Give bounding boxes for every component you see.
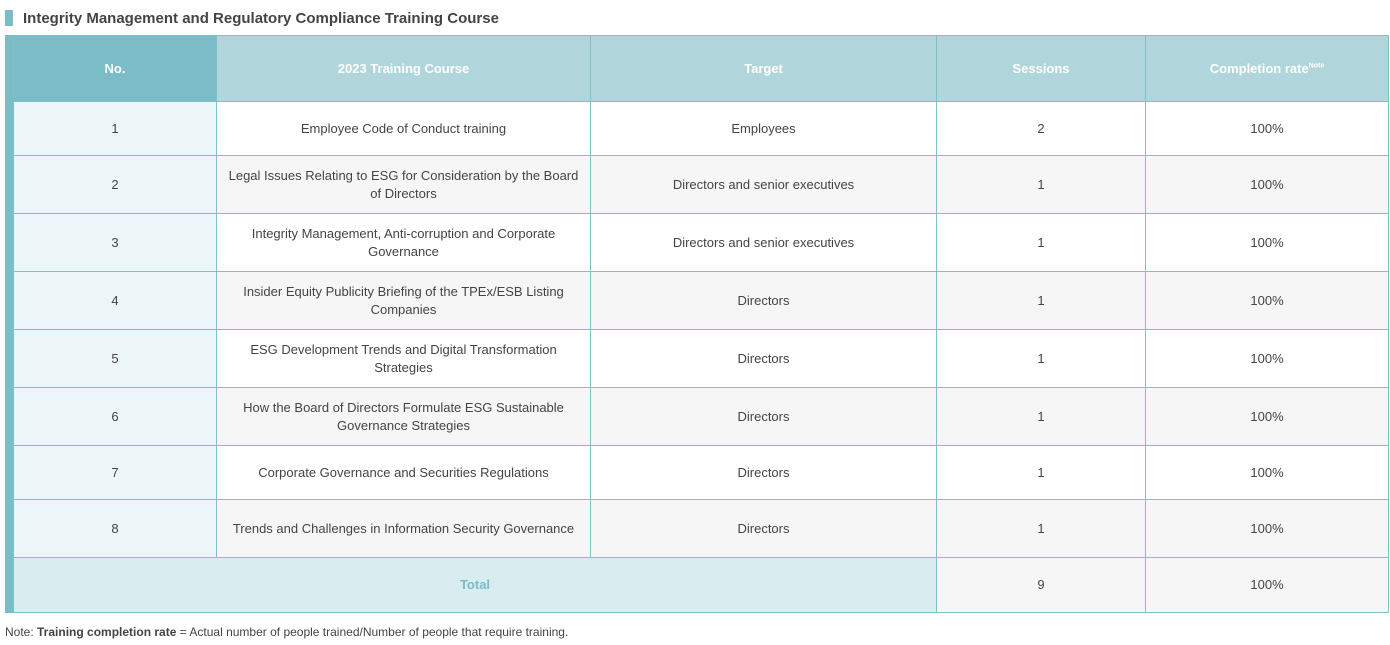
row-no: 6 [14,388,217,446]
row-target: Directors [591,388,937,446]
training-table [13,35,1389,613]
row-target: Directors [591,446,937,500]
row-course: ESG Development Trends and Digital Transformation Strategies [217,330,591,388]
row-sessions: 1 [937,156,1146,214]
row-sessions: 1 [937,272,1146,330]
row-sessions: 1 [937,330,1146,388]
row-no: 5 [14,330,217,388]
header-completion-note: Note [1308,62,1325,70]
row-rate: 100% [1146,214,1389,272]
row-course: Legal Issues Relating to ESG for Consideration by the Board of Directors [217,156,591,214]
table-row [14,272,1389,330]
row-no: 8 [14,500,217,558]
row-course: How the Board of Directors Formulate ESG Sustainable Governance Strategies [217,388,591,446]
table-row [14,388,1389,446]
table-row [14,214,1389,272]
row-course: Trends and Challenges in Information Security Governance [217,500,591,558]
header-completion-label: Completion rate [1209,60,1309,76]
row-no: 4 [14,272,217,330]
row-rate: 100% [1146,446,1389,500]
row-sessions: 2 [937,102,1146,156]
total-row [14,558,1389,613]
row-rate: 100% [1146,388,1389,446]
footnote [5,625,568,639]
header-completion-rate [1146,36,1389,102]
header-course: 2023 Training Course [217,36,591,102]
title-marker [5,10,13,26]
total-rate: 100% [1146,558,1389,613]
row-rate: 100% [1146,156,1389,214]
row-no: 2 [14,156,217,214]
table-row [14,102,1389,156]
row-no: 3 [14,214,217,272]
row-target: Directors and senior executives [591,156,937,214]
training-table-container [5,35,1388,613]
table-row [14,156,1389,214]
header-sessions: Sessions [937,36,1146,102]
page-title: Integrity Management and Regulatory Compliance Training Course [23,9,499,27]
section-title [5,8,499,28]
row-sessions: 1 [937,214,1146,272]
total-sessions: 9 [937,558,1146,613]
total-label: Total [14,558,937,613]
row-sessions: 1 [937,500,1146,558]
row-target: Directors [591,500,937,558]
row-target: Directors [591,330,937,388]
row-target: Directors [591,272,937,330]
header-no: No. [14,36,217,102]
note-term: Training completion rate [37,625,177,639]
row-no: 7 [14,446,217,500]
row-sessions: 1 [937,388,1146,446]
row-rate: 100% [1146,102,1389,156]
header-target: Target [591,36,937,102]
note-definition: = Actual number of people trained/Number of people that require training. [176,625,569,639]
row-sessions: 1 [937,446,1146,500]
row-course: Integrity Management, Anti-corruption and Corporate Governance [217,214,591,272]
row-course: Corporate Governance and Securities Regulations [217,446,591,500]
row-target: Employees [591,102,937,156]
row-target: Directors and senior executives [591,214,937,272]
table-row [14,500,1389,558]
table-row [14,330,1389,388]
table-row [14,446,1389,500]
table-header-row [14,36,1389,102]
row-no: 1 [14,102,217,156]
row-rate: 100% [1146,272,1389,330]
note-prefix: Note: [5,625,38,639]
row-rate: 100% [1146,500,1389,558]
row-rate: 100% [1146,330,1389,388]
row-course: Insider Equity Publicity Briefing of the TPEx/ESB Listing Companies [217,272,591,330]
row-course: Employee Code of Conduct training [217,102,591,156]
